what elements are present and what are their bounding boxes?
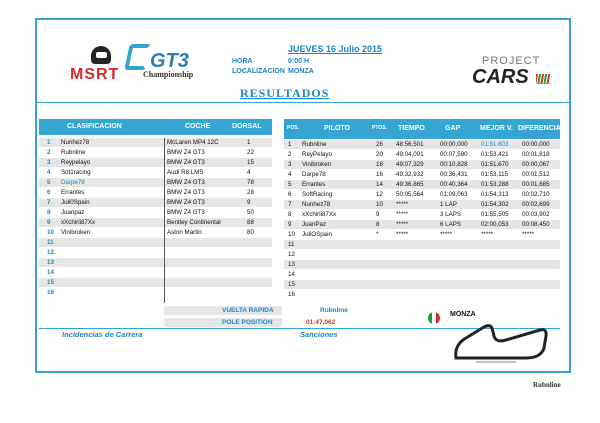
right-table-row [284, 170, 560, 179]
localizacion-label: LOCALIZACION [232, 68, 285, 75]
right-row-time: 49:07,329 [396, 161, 424, 168]
left-row-pos: 10 [47, 229, 54, 236]
right-row-points: 10 [376, 201, 383, 208]
left-row-pos: 6 [47, 189, 51, 196]
left-row-pos: 4 [47, 169, 51, 176]
left-row-car: Bentley Continental [167, 219, 221, 226]
right-row-time: ***** [396, 201, 409, 208]
right-row-pos: 3 [288, 161, 292, 168]
vuelta-rapida-label: VUELTA RAPIDA [222, 307, 274, 314]
left-row-driver: Reypelayo [61, 159, 91, 166]
left-row-car: BMW Z4 GT3 [167, 159, 205, 166]
col-gap: GAP [445, 125, 461, 132]
left-table-row [39, 278, 272, 287]
right-row-difference: 00:01,685 [522, 181, 550, 188]
right-row-driver: SoftRacing [302, 191, 333, 198]
col-ptos: PTOS. [372, 125, 387, 131]
right-row-points: 8 [376, 221, 380, 228]
right-row-best-lap: 01:54,313 [481, 191, 509, 198]
right-row-time: 50:05,564 [396, 191, 424, 198]
right-row-points: 26 [376, 141, 383, 148]
right-table-row [284, 150, 560, 159]
msrt-logo: MSRT [70, 66, 120, 83]
left-row-pos: 11 [47, 239, 54, 246]
right-table-row [284, 240, 560, 249]
left-row-dorsal: 4 [247, 169, 251, 176]
left-row-car: BMW Z4 GT3 [167, 149, 205, 156]
left-table-row [39, 208, 272, 217]
right-row-pos: 15 [288, 281, 295, 288]
left-row-driver: Nunhez78 [61, 139, 90, 146]
left-table-row [39, 158, 272, 167]
right-row-pos: 12 [288, 251, 295, 258]
right-row-pos: 13 [288, 261, 295, 268]
col-piloto: PILOTO [324, 125, 350, 132]
left-table-row [39, 188, 272, 197]
project-cars-stripes-icon [536, 74, 550, 84]
left-row-pos: 5 [47, 179, 51, 186]
right-row-gap: 00:00,000 [440, 141, 468, 148]
left-table-row [39, 168, 272, 177]
right-row-gap: 3 LAPS [440, 211, 461, 218]
left-table-header [39, 119, 272, 135]
left-table-row [39, 198, 272, 207]
right-table-row [284, 160, 560, 169]
right-row-best-lap: 02:00,053 [481, 221, 509, 228]
project-cars-logo-top: PROJECT [482, 55, 541, 67]
localizacion-value: MONZA [288, 68, 314, 75]
left-row-car: BMW Z4 GT3 [167, 199, 205, 206]
right-row-pos: 11 [288, 241, 295, 248]
right-row-gap: 00:40,364 [440, 181, 468, 188]
left-column-separator [164, 138, 165, 303]
track-name: MONZA [450, 311, 476, 318]
right-row-best-lap: 01:55,505 [481, 211, 509, 218]
right-row-difference: 00:00,067 [522, 161, 550, 168]
right-row-pos: 5 [288, 181, 292, 188]
left-row-pos: 7 [47, 199, 51, 206]
right-table-row [284, 210, 560, 219]
left-table-row [39, 138, 272, 147]
sanciones-heading: Sanciones [300, 330, 338, 339]
right-row-difference: 00:02,710 [522, 191, 550, 198]
right-row-driver: Errantes [302, 181, 326, 188]
left-row-driver: Errantes [61, 189, 85, 196]
left-row-dorsal: 22 [247, 149, 254, 156]
right-row-best-lap: 01:53,115 [481, 171, 509, 178]
left-row-driver: Rubnline [61, 149, 86, 156]
left-table-row [39, 238, 272, 247]
right-row-best-lap: 01:51,603 [481, 141, 509, 148]
right-row-points: 18 [376, 161, 383, 168]
pole-position-value: 01:47,062 [306, 319, 336, 326]
left-row-pos: 1 [47, 139, 51, 146]
right-row-points: 9 [376, 211, 380, 218]
right-row-time: 49:04,091 [396, 151, 424, 158]
col-diferencia: DIFERENCIA [518, 125, 561, 132]
col-coche: COCHE [185, 123, 211, 130]
pole-position-label: POLE POSITION [222, 319, 273, 326]
left-row-car: Audi R8 LMS [167, 169, 204, 176]
right-row-time: 49:36,865 [396, 181, 424, 188]
right-table-header [284, 119, 560, 139]
left-row-car: BMW Z4 GT3 [167, 189, 205, 196]
left-row-dorsal: 15 [247, 159, 254, 166]
right-table-row [284, 280, 560, 289]
right-row-best-lap: 01:54,302 [481, 201, 509, 208]
left-row-dorsal: 80 [247, 229, 254, 236]
right-row-time: ***** [396, 211, 409, 218]
left-row-dorsal: 1 [247, 139, 251, 146]
left-row-pos: 15 [47, 279, 54, 286]
right-row-pos: 9 [288, 221, 292, 228]
col-clasificacion: CLASIFICACION [67, 123, 122, 130]
right-table-row [284, 290, 560, 299]
left-row-driver: Juli0Spain [61, 199, 90, 206]
right-row-pos: 10 [288, 231, 295, 238]
project-cars-logo-bottom: CARS [472, 66, 529, 88]
right-row-pos: 7 [288, 201, 292, 208]
right-row-points: 16 [376, 171, 383, 178]
right-row-points: * [376, 231, 379, 238]
col-pos: POS. [287, 125, 299, 131]
right-row-pos: 6 [288, 191, 292, 198]
hora-label: HORA [232, 58, 253, 65]
right-row-driver: JuliOSpain [302, 231, 332, 238]
hora-value: 0:00 H [288, 58, 310, 65]
left-row-pos: 9 [47, 219, 51, 226]
right-row-gap: 00:10,828 [440, 161, 468, 168]
right-row-pos: 1 [288, 141, 292, 148]
right-row-gap: 1 LAP [440, 201, 457, 208]
left-table-row [39, 288, 272, 297]
right-row-driver: ReyPelayo [302, 151, 332, 158]
right-table-row [284, 220, 560, 229]
right-row-difference: ***** [522, 231, 535, 238]
left-table-row [39, 268, 272, 277]
helmet-icon [91, 46, 111, 64]
left-row-car: BMW Z4 GT3 [167, 209, 205, 216]
left-row-pos: 3 [47, 159, 51, 166]
right-row-driver: Nunhez78 [302, 201, 331, 208]
left-table-row [39, 248, 272, 257]
right-table-row [284, 230, 560, 239]
left-row-car: BMW Z4 GT3 [167, 179, 205, 186]
left-row-driver: Vinibroken [61, 229, 91, 236]
header-divider [35, 102, 571, 103]
right-row-difference: 00:08,450 [522, 221, 550, 228]
monza-track-map-icon [446, 318, 556, 368]
right-table-row [284, 140, 560, 149]
left-row-pos: 16 [47, 289, 54, 296]
right-row-points: 12 [376, 191, 383, 198]
right-row-pos: 14 [288, 271, 295, 278]
incidencias-heading: Incidencias de Carrera [62, 330, 143, 339]
right-row-pos: 2 [288, 151, 292, 158]
right-row-time: 48:56,501 [396, 141, 424, 148]
gt3-logo-text: GT3 [150, 50, 189, 72]
right-row-time: ***** [396, 221, 409, 228]
left-row-pos: 12 [47, 249, 54, 256]
right-row-best-lap: 01:53,288 [481, 181, 509, 188]
right-row-gap: ***** [440, 231, 453, 238]
left-row-car: Aston Martin [167, 229, 202, 236]
right-row-difference: 00:01,512 [522, 171, 550, 178]
right-table-row [284, 250, 560, 259]
right-row-best-lap: ***** [481, 231, 494, 238]
left-row-dorsal: 88 [247, 219, 254, 226]
left-row-pos: 14 [47, 269, 54, 276]
right-row-pos: 4 [288, 171, 292, 178]
left-row-driver: Sot1racing [61, 169, 91, 176]
race-date: JUEVES 16 Julio 2015 [288, 44, 383, 54]
left-row-dorsal: 28 [247, 189, 254, 196]
credit-text: Rubnline [533, 381, 561, 389]
right-table-row [284, 190, 560, 199]
left-table-row [39, 258, 272, 267]
right-row-driver: Darpe78 [302, 171, 326, 178]
left-table-row [39, 148, 272, 157]
right-table-row [284, 180, 560, 189]
left-row-pos: 13 [47, 259, 54, 266]
right-row-best-lap: 01:53,421 [481, 151, 509, 158]
results-title: RESULTADOS [240, 86, 330, 100]
right-table-row [284, 270, 560, 279]
right-row-difference: 00:01,818 [522, 151, 550, 158]
right-row-gap: 01:09,063 [440, 191, 468, 198]
right-row-difference: 00:03,902 [522, 211, 550, 218]
left-row-pos: 8 [47, 209, 51, 216]
left-row-driver: Juanpaz [61, 209, 85, 216]
left-table-row [39, 178, 272, 187]
col-dorsal: DORSAL [232, 123, 262, 130]
left-row-dorsal: 50 [247, 209, 254, 216]
right-table-row [284, 260, 560, 269]
right-row-pos: 16 [288, 291, 295, 298]
right-row-driver: Vinibroken [302, 161, 332, 168]
right-table-row [284, 200, 560, 209]
vuelta-rapida-value: Rubnline [320, 307, 348, 314]
right-row-driver: xXchirli87Xx [302, 211, 337, 218]
right-row-pos: 8 [288, 211, 292, 218]
championship-text: Championship [143, 70, 194, 79]
left-table-row [39, 228, 272, 237]
left-row-pos: 2 [47, 149, 51, 156]
left-row-driver: Darpe78 [61, 179, 85, 186]
right-row-gap: 6 LAPS [440, 221, 461, 228]
right-row-driver: JuanPaz [302, 221, 327, 228]
right-row-gap: 00:07,590 [440, 151, 468, 158]
col-tiempo: TIEMPO [398, 125, 425, 132]
col-mejor: MEJOR V. [480, 125, 513, 132]
left-row-car: McLaren MP4 12C [167, 139, 219, 146]
right-row-points: 20 [376, 151, 383, 158]
left-table-row [39, 218, 272, 227]
italy-flag-icon [428, 312, 440, 324]
right-row-time: ***** [396, 231, 409, 238]
left-row-driver: xXchirli87Xx [61, 219, 96, 226]
left-row-dorsal: 9 [247, 199, 251, 206]
right-row-time: 49:32,932 [396, 171, 424, 178]
right-row-difference: 00:00,000 [522, 141, 550, 148]
right-row-difference: 00:02,699 [522, 201, 550, 208]
right-row-points: 14 [376, 181, 383, 188]
right-row-driver: Rubnline [302, 141, 327, 148]
right-row-best-lap: 01:51,670 [481, 161, 509, 168]
left-row-dorsal: 78 [247, 179, 254, 186]
right-row-gap: 00:36,431 [440, 171, 468, 178]
